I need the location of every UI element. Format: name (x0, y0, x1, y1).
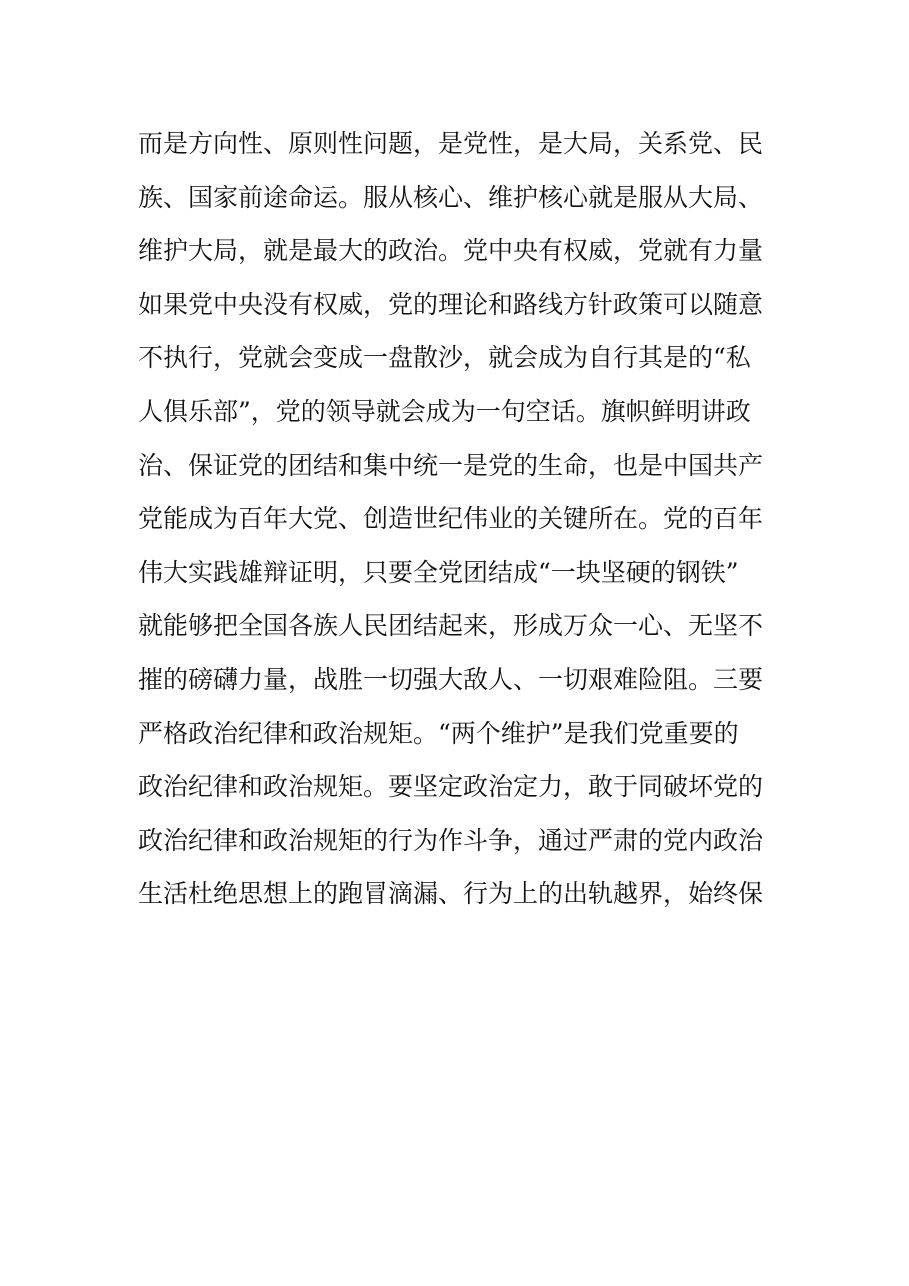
text-line: 政治纪律和政治规矩。要坚定政治定力，敢于同破坏党的 (138, 772, 764, 802)
text-line: 不执行，党就会变成一盘散沙，就会成为自行其是的“私 (138, 343, 751, 373)
text-line: 如果党中央没有权威，党的理论和路线方针政策可以随意 (138, 289, 764, 319)
text-line: 政治纪律和政治规矩的行为作斗争，通过严肃的党内政治 (138, 825, 764, 855)
text-line: 伟大实践雄辩证明，只要全党团结成“一块坚硬的钢铁” (138, 557, 739, 587)
text-line: 而是方向性、原则性问题，是党性，是大局，关系党、民 (138, 129, 764, 158)
text-line: 治、保证党的团结和集中统一是党的生命，也是中国共产 (138, 450, 764, 480)
text-line: 族、国家前途命运。服从核心、维护核心就是服从大局、 (138, 182, 764, 212)
text-line: 摧的磅礴力量，战胜一切强大敌人、一切艰难险阻。三要 (138, 664, 764, 694)
text-line: 就能够把全国各族人民团结起来，形成万众一心、无坚不 (138, 611, 764, 641)
text-line: 生活杜绝思想上的跑冒滴漏、行为上的出轨越界，始终保 (138, 879, 764, 909)
text-line: 维护大局，就是最大的政治。党中央有权威，党就有力量 (138, 236, 764, 266)
text-line: 严格政治纪律和政治规矩。“两个维护”是我们党重要的 (138, 718, 739, 748)
text-line: 人俱乐部”，党的领导就会成为一句空话。旗帜鲜明讲政 (138, 396, 751, 426)
text-line: 党能成为百年大党、创造世纪伟业的关键所在。党的百年 (138, 504, 764, 534)
body-text (138, 122, 778, 926)
